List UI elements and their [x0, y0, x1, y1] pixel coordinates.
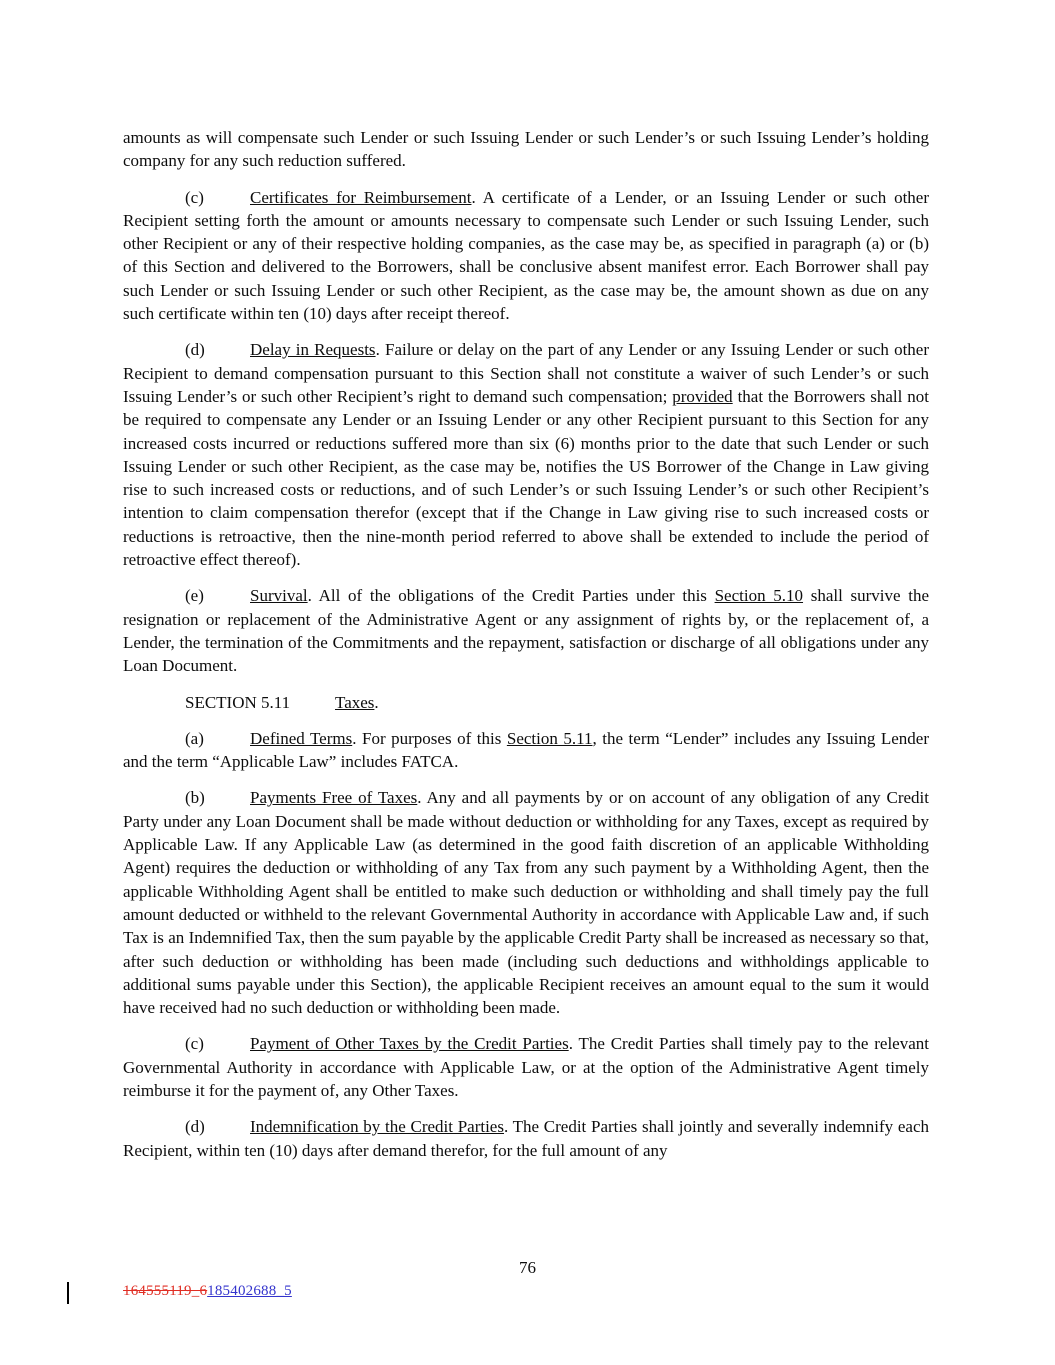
list-marker-c: (c) [185, 187, 204, 207]
paragraph-d-indemnification [123, 1115, 929, 1162]
paragraph-d2-text: . The Credit Parties shall jointly and severally indemnify each Recipient, within ten (10) days after demand therefor, for the full amount of any [123, 1117, 929, 1160]
paragraph-continuation [123, 126, 929, 173]
heading-payment-of-other-taxes: Payment of Other Taxes by the Credit Parties [250, 1034, 569, 1054]
heading-taxes-period: . [374, 692, 379, 712]
paragraph-b-payments-free-of-taxes [123, 786, 929, 1019]
paragraph-c-certificates [123, 186, 929, 326]
heading-defined-terms: Defined Terms [250, 728, 353, 748]
paragraph-a-text-1: . For purposes of this [352, 728, 507, 748]
paragraph-d-text-2: that the Borrowers shall not be required to compensate any Lender or an Issuing Lender or any other Recipient pursuant to this Section for any increased costs incurred or reductions suffered more than six (6) months prior to the date that such Lender or such Issuing Lender or such other Recipient, as the case may be, notifies the US Borrower of the Change in Law giving rise to such increased costs or reductions, and of such Lender’s or such Issuing Lender’s or such other Recipient’s intention to claim compensation therefor (except that if the Change in Law giving rise to such increased costs or reductions is retroactive, then the nine-month period referred to above shall be extended to include the period of retroactive effect thereof). [123, 386, 929, 570]
heading-payments-free-of-taxes: Payments Free of Taxes [250, 788, 418, 808]
inserted-doc-id: 185402688_5 [207, 1283, 292, 1299]
paragraph-b-text: . Any and all payments by or on account of any obligation of any Credit Party under any Loan Document shall be made without deduction or withholding for any Taxes, except as required by Applicable Law. If any Applicable Law (as determined in the good faith discretion of an applicable Withholding Agent) requires the deduction or withholding of any Tax from any such payment by a Withholding Agent, then the applicable Withholding Agent shall be entitled to make such deduction or withholding and shall timely pay the full amount deducted or withheld to the relevant Governmental Authority in accordance with Applicable Law and, if such Tax is an Indemnified Tax, then the sum payable by the applicable Credit Party shall be increased as necessary so that, after such deduction or withholding has been made (including such deductions and withholdings applicable to additional sums payable under this Section), the applicable Recipient receives an amount equal to the sum it would have received had no such deduction or withholding been made. [123, 788, 929, 1018]
list-marker-d: (d) [185, 340, 205, 360]
document-body [123, 126, 929, 1175]
paragraph-e-text-1: . All of the obligations of the Credit Parties under this [307, 586, 715, 606]
list-marker-b: (b) [185, 788, 205, 808]
paragraph-c-payment-of-other-taxes [123, 1032, 929, 1102]
heading-taxes: Taxes [335, 692, 375, 712]
paragraph-c2-text: . The Credit Parties shall timely pay to the relevant Governmental Authority in accordance with Applicable Law, or at the option of the Administrative Agent timely reimburse it for the payment of, any Other Taxes. [123, 1034, 929, 1100]
paragraph-continuation-text: amounts as will compensate such Lender or such Issuing Lender or such Lender’s or such Issuing Lender’s holding company for any such reduction suffered. [123, 128, 929, 171]
paragraph-a-text-2: , the term “Lender” includes any Issuing Lender and the term “Applicable Law” includes FATCA. [123, 728, 929, 772]
heading-certificates-for-reimbursement: Certificates for Reimbursement [250, 187, 472, 207]
list-marker-d2: (d) [185, 1117, 205, 1137]
heading-indemnification-by-credit-parties: Indemnification by the Credit Parties [250, 1117, 504, 1137]
paragraph-e-survival [123, 584, 929, 677]
defined-term-provided: provided [672, 386, 733, 406]
page-number: 76 [519, 1258, 536, 1277]
paragraph-c-text: . A certificate of a Lender, or an Issuing Lender or such other Recipient setting forth the amount or amounts necessary to compensate such Lender or such Issuing Lender, such other Recipient or any of their respective holding companies, as the case may be, as specified in paragraph (a) or (b) of this Section and delivered to the Borrowers, shall be conclusive absent manifest error. Each Borrower shall pay such Lender or such Issuing Lender or such other Recipient, as the case may be, the amount shown as due on any such certificate within ten (10) days after receipt thereof. [123, 187, 930, 324]
document-id-footer [123, 1283, 292, 1300]
section-number-5-11: SECTION 5.11 [185, 692, 291, 712]
paragraph-a-defined-terms [123, 727, 929, 774]
list-marker-c2: (c) [185, 1034, 204, 1054]
cross-reference-section-5-11: Section 5.11 [506, 728, 593, 748]
cross-reference-section-5-10: Section 5.10 [714, 586, 804, 606]
heading-delay-in-requests: Delay in Requests [250, 340, 376, 360]
heading-survival: Survival [250, 586, 308, 606]
revision-change-bar [67, 1282, 69, 1304]
list-marker-a: (a) [185, 728, 204, 748]
paragraph-d-delay-in-requests [123, 338, 929, 571]
paragraph-d-text-1: . Failure or delay on the part of any Lender or any Issuing Lender or such other Recipient to demand compensation pursuant to this Section shall not constitute a waiver of such Lender’s or such Issuing Lender’s or such other Recipient’s right to demand such compensation; [123, 340, 929, 406]
deleted-doc-id: 164555119_6 [123, 1283, 208, 1299]
paragraph-e-text-2: shall survive the resignation or replacement of the Administrative Agent or any assignment of rights by, or the replacement of, a Lender, the termination of the Commitments and the repayment, satisfaction or discharge of all obligations under any Loan Document. [123, 586, 929, 676]
list-marker-e: (e) [185, 586, 204, 606]
section-5-11-heading-line [123, 691, 929, 714]
